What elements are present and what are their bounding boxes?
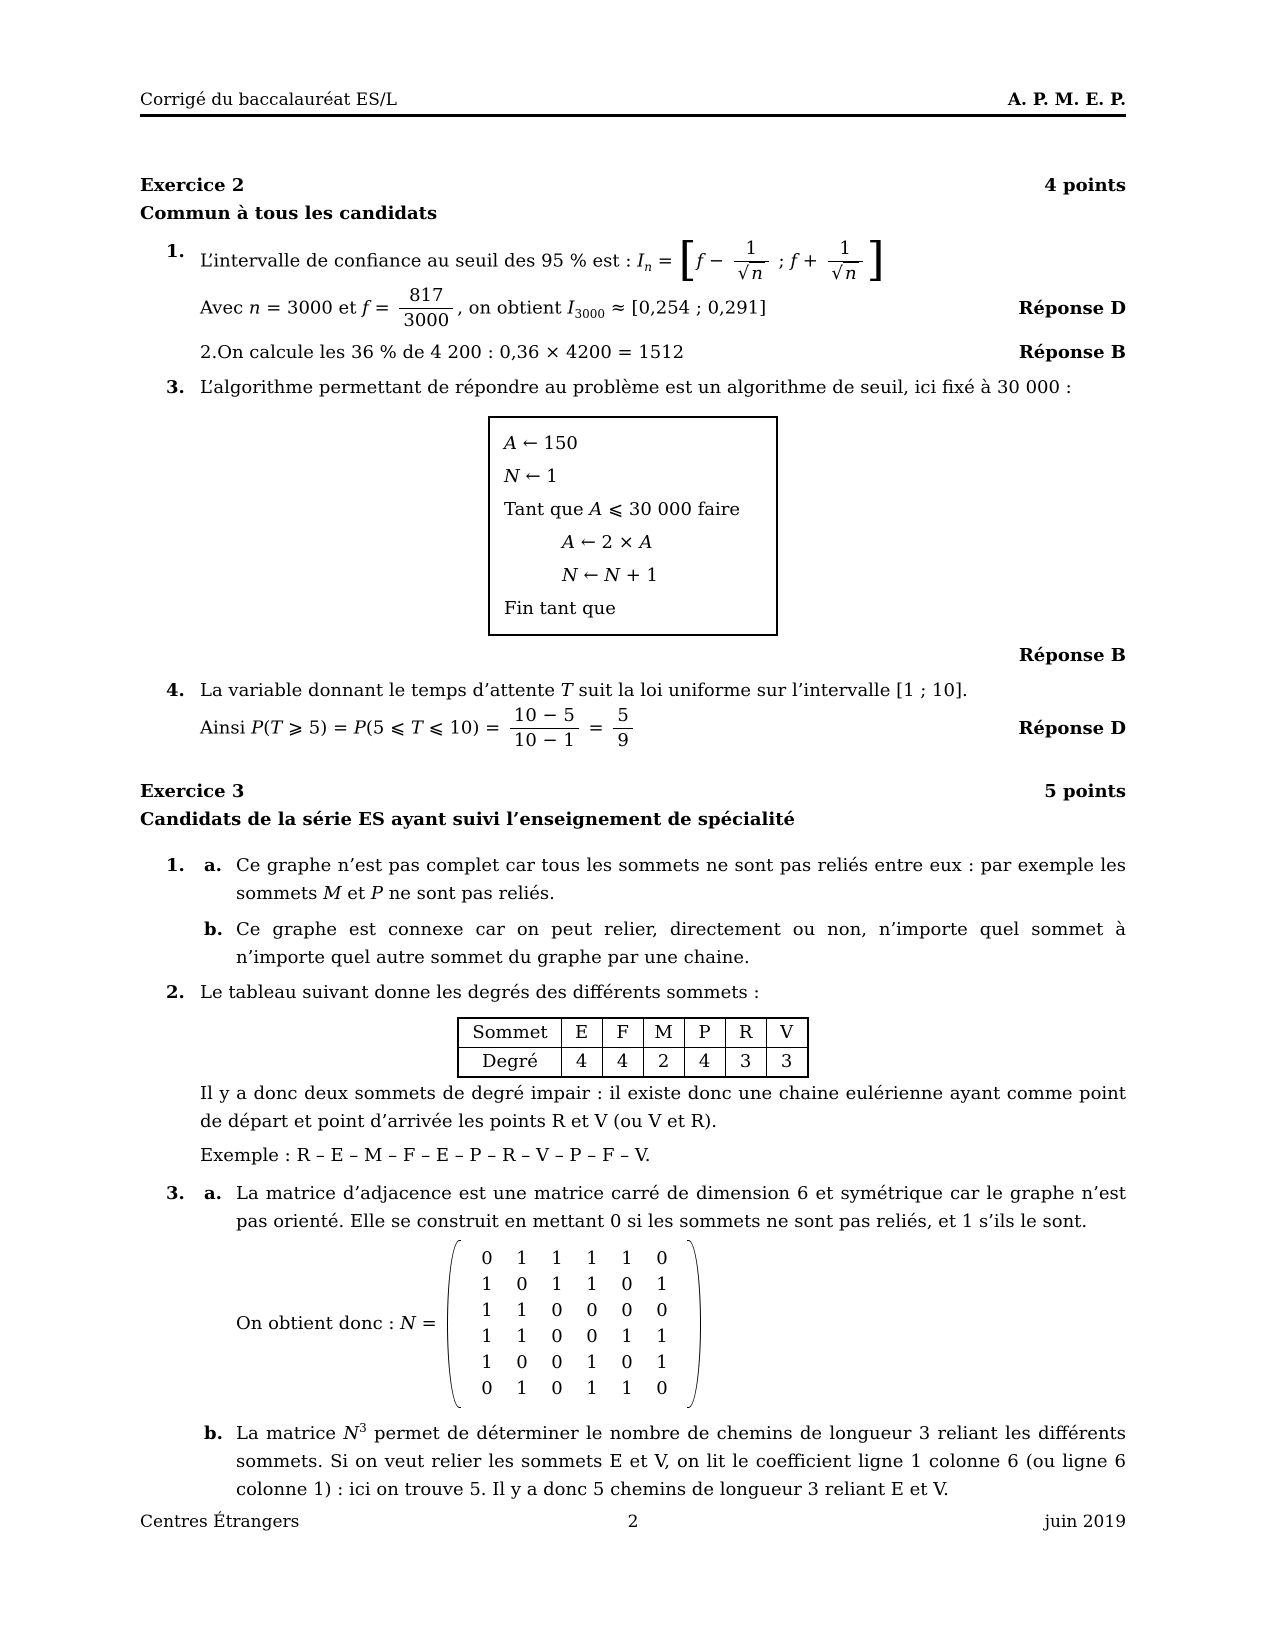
page-header xyxy=(140,90,1126,117)
table-cell: 4 xyxy=(561,1048,602,1078)
exercise3-points: 5 points xyxy=(1044,781,1126,802)
table-cell: F xyxy=(602,1018,643,1048)
degree-table xyxy=(457,1017,808,1078)
ex2-q3-number: 3. xyxy=(166,377,185,398)
matrix-cell: 1 xyxy=(621,1326,633,1347)
header-title: Corrigé du baccalauréat ES/L xyxy=(140,90,397,110)
matrix-cell: 1 xyxy=(481,1326,493,1347)
ex2-q3-line: 3. L’algorithme permettant de répondre au problème est un algorithme de seuil, ici fixé à 30 000 : xyxy=(140,374,1126,402)
table-cell: Degré xyxy=(458,1048,561,1078)
header-brand: A. P. M. E. P. xyxy=(1007,90,1126,110)
ex2-q3-answer: Réponse B xyxy=(1018,645,1126,666)
matrix-cell: 1 xyxy=(481,1300,493,1321)
matrix-cell: 1 xyxy=(586,1274,598,1295)
ex2-q1-formula-line: 1. L’intervalle de confiance au seuil des 95 % est : $I_n = [f$ − $\frac{1}{√ n}$ ; f + $\frac{1}{√ n}$ ] xyxy=(166,231,885,286)
matrix-grid xyxy=(461,1240,687,1408)
matrix-cell: 1 xyxy=(516,1300,528,1321)
exercise2-points: 4 points xyxy=(1044,175,1126,196)
table-cell: R xyxy=(725,1018,766,1048)
algo-line-5: N ← N + 1 xyxy=(562,565,659,586)
algo-line-1: A ← 150 xyxy=(504,433,578,454)
matrix-cell: 1 xyxy=(656,1274,668,1295)
algo-line-4: A ← 2 × A xyxy=(562,532,653,553)
page-footer xyxy=(140,1512,1126,1532)
ex2-q1-result-line: Avec n = 3000 et f = $\frac{817}{3000}$ , on obtient $I_{3000} \approx [0,254$ ; 0,291] Réponse D xyxy=(200,285,1126,331)
ex3-q1a-letter: a. xyxy=(204,855,222,876)
ex2-q4-line2: Ainsi P(T ⩾ 5) = P(5 ⩽ T ⩽ 10) = $\frac{10 - 5}{10 - 1}$ = $\frac{5}{9}$ Réponse D xyxy=(200,705,1126,751)
ex2-q1-answer: Réponse D xyxy=(1018,297,1126,319)
matrix-cell: 0 xyxy=(516,1274,528,1295)
matrix-left-paren xyxy=(447,1240,461,1408)
table-row-sommet xyxy=(458,1018,807,1048)
table-cell: M xyxy=(643,1018,684,1048)
matrix-cell: 1 xyxy=(481,1274,493,1295)
table-cell: P xyxy=(684,1018,725,1048)
matrix-cell: 1 xyxy=(551,1248,563,1269)
matrix-cell: 0 xyxy=(621,1274,633,1295)
matrix-cell: 1 xyxy=(586,1352,598,1373)
matrix-cell: 1 xyxy=(586,1378,598,1399)
ex3-q1a: 1. a. Ce graphe n’est pas complet car tous les sommets ne sont pas reliés entre eux : par exemple les sommets M et P ne sont pas reliés. xyxy=(140,852,1126,908)
fraction-5-over-9: $\frac{5}{9}$ xyxy=(613,705,632,752)
matrix-cell: 1 xyxy=(516,1378,528,1399)
table-cell: 4 xyxy=(684,1048,725,1078)
ex3-q2-para1: Il y a donc deux sommets de degré impair : il existe donc une chaine eulérienne ayant comme point de départ et point d’arrivée les points R et V (ou V et R). xyxy=(200,1083,1126,1132)
matrix-cell: 1 xyxy=(586,1248,598,1269)
radical-sign: √ xyxy=(737,263,750,284)
table-cell: E xyxy=(561,1018,602,1048)
matrix-cell: 0 xyxy=(586,1326,598,1347)
ex3-q3a-letter: a. xyxy=(204,1183,222,1204)
ex3-q2-para2: Exemple : R – E – M – F – E – P – R – V – P – F – V. xyxy=(200,1145,651,1166)
matrix-cell: 0 xyxy=(656,1300,668,1321)
matrix-cell: 0 xyxy=(551,1378,563,1399)
matrix-cell: 0 xyxy=(481,1248,493,1269)
exercise3-title: Exercice 3 xyxy=(140,781,245,802)
matrix-cell: 1 xyxy=(621,1378,633,1399)
ex3-q3b: b. La matrice $N^3$ permet de déterminer le nombre de chemins de longueur 3 reliant les différents sommets. Si on veut relier les sommets E et V, on lit le coefficient ligne 1 colonne 6 (ou ligne 6 colonne 1) : ici on trouve 5. Il y a donc 5 chemins de longueur 3 reliant E et V. xyxy=(204,1421,1132,1500)
radical-sign: √ xyxy=(831,263,843,284)
matrix-cell: 0 xyxy=(621,1352,633,1373)
ex3-q1b: b. Ce graphe est connexe car on peut relier, directement ou non, n’importe quel sommet à n’importe quel autre sommet du graphe par une chaine. xyxy=(140,916,1126,972)
matrix-cell: 1 xyxy=(621,1248,633,1269)
ex2-q2-line: 2.On calcule les 36 % de 4 200 : 0,36 × 4200 = 1512 Réponse B xyxy=(140,339,1126,367)
footer-date: juin 2019 xyxy=(1044,1512,1127,1532)
ex3-q2-line: 2. Le tableau suivant donne les degrés des différents sommets : xyxy=(140,979,1126,1007)
matrix-cell: 0 xyxy=(516,1352,528,1373)
ex3-q2-number: 2. xyxy=(166,982,185,1003)
exercise2-title: Exercice 2 xyxy=(140,175,245,196)
ex2-q4-answer: Réponse D xyxy=(1018,717,1126,739)
ex2-q1-number: 1. xyxy=(166,241,185,262)
exercise3-subtitle: Candidats de la série ES ayant suivi l’enseignement de spécialité xyxy=(140,809,795,830)
algo-line-3: Tant que A ⩽ 30 000 faire xyxy=(504,499,741,520)
algo-line-2: N ← 1 xyxy=(504,466,558,487)
adjacency-matrix xyxy=(447,1240,701,1408)
matrix-cell: 0 xyxy=(481,1378,493,1399)
table-row-degre xyxy=(458,1048,807,1078)
matrix-right-paren xyxy=(687,1240,701,1408)
page-content xyxy=(140,172,1132,1504)
table-cell: 4 xyxy=(602,1048,643,1078)
fraction-10-5-over-10-1: $\frac{10 - 5}{10 - 1}$ xyxy=(510,705,579,752)
table-cell: 3 xyxy=(725,1048,766,1078)
matrix-cell: 0 xyxy=(656,1248,668,1269)
matrix-cell: 1 xyxy=(551,1274,563,1295)
ex3-q3a: 3. a. La matrice d’adjacence est une matrice carré de dimension 6 et symétrique car le graphe n’est pas orienté. Elle se construit en mettant 0 si les sommets ne sont pas reliés, et 1 s’ils le sont. xyxy=(140,1180,1126,1236)
fraction-1-over-sqrt-n: $\frac{1}{√ n}$ xyxy=(828,238,863,285)
matrix-cell: 0 xyxy=(621,1300,633,1321)
table-cell: V xyxy=(766,1018,808,1048)
algo-line-6: Fin tant que xyxy=(504,598,616,619)
table-cell: Sommet xyxy=(458,1018,561,1048)
ex3-q1b-letter: b. xyxy=(204,919,223,940)
ex2-q2-answer: Réponse B xyxy=(1018,342,1126,363)
algorithm-box xyxy=(488,416,778,636)
matrix-cell: 0 xyxy=(551,1326,563,1347)
ex2-q2-number: 2. xyxy=(200,342,218,363)
table-cell: 2 xyxy=(643,1048,684,1078)
matrix-cell: 0 xyxy=(586,1300,598,1321)
ex3-q3-number: 3. xyxy=(166,1183,185,1204)
matrix-cell: 0 xyxy=(656,1378,668,1399)
right-bracket: ] xyxy=(866,231,885,286)
ex2-q4-number: 4. xyxy=(166,680,185,701)
matrix-cell: 0 xyxy=(551,1352,563,1373)
footer-left: Centres Étrangers xyxy=(140,1512,300,1532)
page-number: 2 xyxy=(627,1512,639,1532)
table-cell: 3 xyxy=(766,1048,808,1078)
adjacency-matrix-line: On obtient donc : N = 0 1 1 1 1 0 1 0 1 1 0 1 1 1 0 0 0 0 1 1 0 0 1 1 1 0 0 1 0 1 0 1 0 1 1 0 xyxy=(140,1240,1126,1408)
exercise2-subtitle: Commun à tous les candidats xyxy=(140,203,438,224)
ex2-q4-line1: 4. La variable donnant le temps d’attente T suit la loi uniforme sur l’intervalle [1 ; 10]. xyxy=(140,677,1126,705)
matrix-cell: 1 xyxy=(516,1326,528,1347)
ex3-q3b-letter: b. xyxy=(204,1423,223,1444)
left-bracket: [ xyxy=(678,231,697,286)
fraction-1-over-sqrt-n: $\frac{1}{√ n}$ xyxy=(734,238,769,285)
matrix-cell: 1 xyxy=(516,1248,528,1269)
ex3-q1-number: 1. xyxy=(166,855,185,876)
matrix-cell: 1 xyxy=(656,1326,668,1347)
matrix-cell: 1 xyxy=(481,1352,493,1373)
fraction-817-3000: $\frac{817}{3000}$ xyxy=(399,285,453,332)
exercise2-heading xyxy=(140,172,1126,200)
matrix-cell: 0 xyxy=(551,1300,563,1321)
exercise3-heading xyxy=(140,778,1126,806)
matrix-cell: 1 xyxy=(656,1352,668,1373)
